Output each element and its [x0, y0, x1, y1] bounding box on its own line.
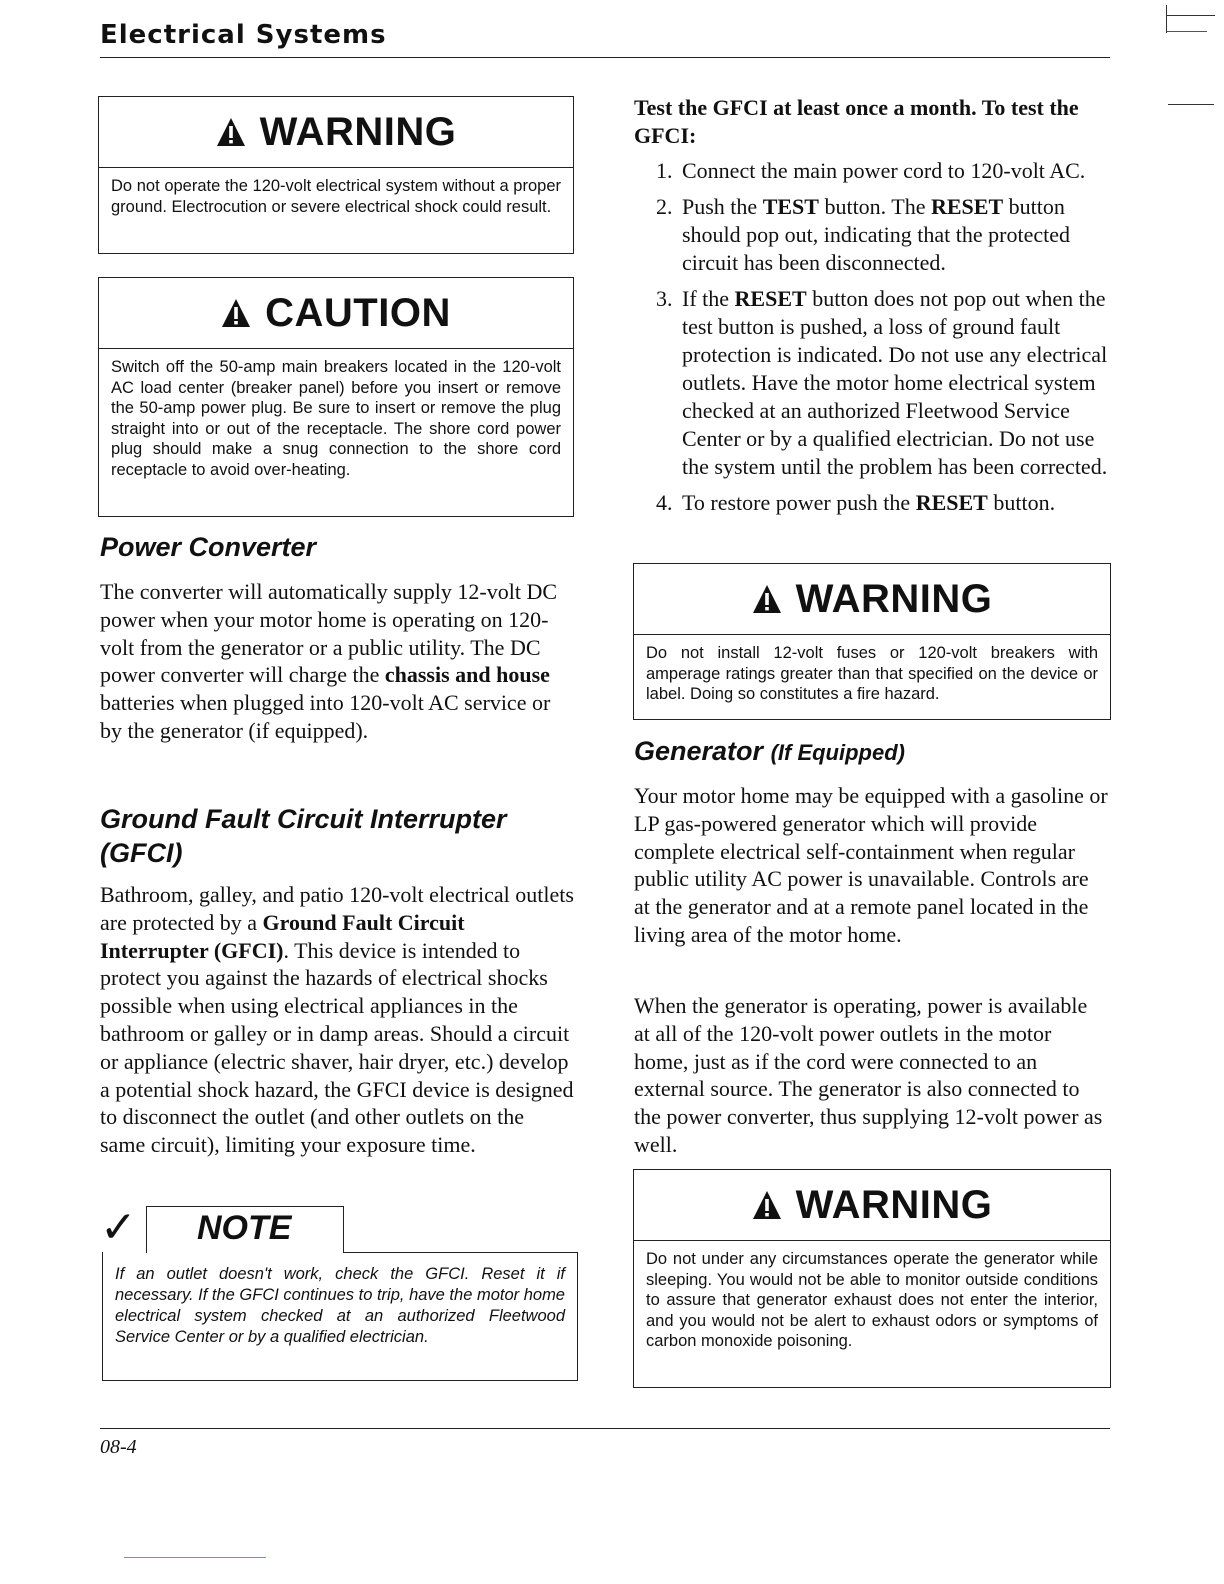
- text-run: The converter will automatically supply 12-volt DC power when your motor home is operating on 120-volt from the generator or a public utility. The DC power converter will charge the: [100, 579, 558, 688]
- warning-label: WARNING: [795, 576, 993, 621]
- text-run-bold: chassis and house: [384, 662, 550, 688]
- caution-label: CAUTION: [265, 290, 451, 335]
- step-number: 3.: [656, 286, 673, 311]
- gfci-test-steps: [656, 157, 1108, 525]
- text-run: button does not pop out when the test button is pushed, a loss of ground fault protection is indicated. Do not use any electrical outlets. Have the motor home electrical system checked at an authorized Fleetwood Service Center or by a qualified electrician. Do not use the system until the problem has been corrected.: [682, 286, 1108, 479]
- list-item: [656, 489, 1108, 517]
- text-run-bold: RESET: [930, 194, 1004, 219]
- text-run: button. The: [818, 194, 931, 219]
- list-item: [656, 285, 1108, 481]
- note-title-box: [146, 1206, 344, 1253]
- warning-text: Do not operate the 120-volt electrical system without a proper ground. Electrocution or severe electrical shock could result.: [111, 177, 561, 216]
- text-run: Bathroom, galley, and patio 120-volt electrical outlets are protected by a: [100, 882, 574, 935]
- gfci-heading: Ground Fault Circuit Interrupter (GFCI): [100, 804, 507, 868]
- warning-text: Do not install 12-volt fuses or 120-volt breakers with amperage ratings greater than that specified on the device or label. Doing so constitutes a fire hazard.: [646, 644, 1098, 703]
- hazard-triangle-icon: [752, 584, 782, 614]
- page-header-title: Electrical Systems: [100, 20, 387, 50]
- warning-header: [99, 97, 573, 168]
- generator-heading: [634, 734, 1104, 770]
- caution-box-breakers: [98, 277, 574, 517]
- gfci-test-intro: Test the GFCI at least once a month. To test the GFCI:: [634, 95, 1079, 148]
- text-run: batteries when plugged into 120-volt AC service or by the generator (if equipped).: [100, 690, 551, 743]
- text-run: Connect the main power cord to 120-volt AC.: [682, 158, 1086, 183]
- generator-paragraph-1: Your motor home may be equipped with a gasoline or LP gas-powered generator which will provide complete electrical self-containment when regular public utility AC power is unavailable. Controls are at the generator and at a remote panel located in the living area of the motor home.: [634, 783, 1108, 947]
- text-run-bold: RESET: [734, 286, 807, 311]
- bottom-edge-mark: [124, 1557, 266, 1558]
- warning-label: WARNING: [795, 1182, 993, 1227]
- step-number: 2.: [656, 194, 673, 219]
- power-converter-paragraph: [100, 578, 570, 745]
- checkmark-icon: ✓: [100, 1202, 137, 1253]
- warning-header: [634, 564, 1110, 635]
- header-rule: [100, 57, 1110, 58]
- footer-rule: [100, 1428, 1110, 1429]
- note-text: If an outlet doesn't work, check the GFCI. Reset it if necessary. If the GFCI continues to trip, have the motor home electrical system checked at an authorized Fleetwood Service Center or by a qualified electrician.: [115, 1265, 565, 1346]
- note-label: NOTE: [197, 1209, 292, 1247]
- text-run: If the: [682, 286, 735, 311]
- warning-text: Do not under any circumstances operate the generator while sleeping. You would not be able to monitor outside conditions to assure that generator exhaust does not enter the interior, and you would not be alert to exhaust odors or symptoms of carbon monoxide poisoning.: [646, 1250, 1098, 1350]
- text-run: To restore power push the: [682, 490, 916, 515]
- note-box: [102, 1252, 578, 1381]
- step-number: 1.: [656, 158, 673, 183]
- hazard-triangle-icon: [216, 117, 246, 147]
- warning-header: [634, 1170, 1110, 1241]
- text-run-bold: Ground Fault Circuit Interrupter (GFCI): [100, 909, 465, 963]
- warning-label: WARNING: [259, 109, 457, 154]
- caution-text: Switch off the 50-amp main breakers located in the 120-volt AC load center (breaker panel) before you insert or remove the 50-amp power plug. Be sure to insert or remove the plug straight into or out of the receptacle. The shore cord power plug should make a snug connection to the shore cord receptacle to avoid over-heating.: [111, 358, 561, 479]
- list-item: [656, 157, 1108, 185]
- text-run: button should pop out, indicating that the protected circuit has been disconnected.: [682, 194, 1070, 275]
- generator-heading-main: Generator: [634, 736, 764, 766]
- step-number: 4.: [656, 490, 673, 515]
- warning-box-ground: [98, 96, 574, 254]
- generator-heading-qualifier: (If Equipped): [770, 740, 905, 765]
- text-run: button.: [987, 490, 1056, 515]
- hazard-triangle-icon: [221, 298, 251, 328]
- page-number: 08-4: [100, 1436, 137, 1458]
- text-run-bold: RESET: [915, 490, 988, 515]
- hazard-triangle-icon: [752, 1190, 782, 1220]
- caution-header: [99, 278, 573, 349]
- warning-box-fuses: [633, 563, 1111, 720]
- warning-box-generator: [633, 1169, 1111, 1388]
- gfci-paragraph: [100, 881, 574, 1159]
- text-run: Push the: [682, 194, 763, 219]
- generator-paragraph-2: When the generator is operating, power is available at all of the 120-volt power outlets in the motor home, just as if the cord were connected to an external source. The generator is also connected to the power converter, thus supplying 12-volt power as well.: [634, 993, 1103, 1157]
- list-item: [656, 193, 1108, 277]
- power-converter-heading: Power Converter: [100, 532, 317, 562]
- corner-crop-mark: [1166, 5, 1215, 33]
- text-run-bold: TEST: [762, 194, 819, 219]
- edge-tick-mark: [1168, 104, 1214, 105]
- text-run: . This device is intended to protect you against the hazards of electrical shocks possible when using electrical appliances in the bathroom or galley or in damp areas. Should a circuit or appliance (electric shaver, hair dryer, etc.) develop a potential shock hazard, the GFCI device is designed to disconnect the outlet (and other outlets on the same circuit), limiting your exposure time.: [100, 937, 574, 1158]
